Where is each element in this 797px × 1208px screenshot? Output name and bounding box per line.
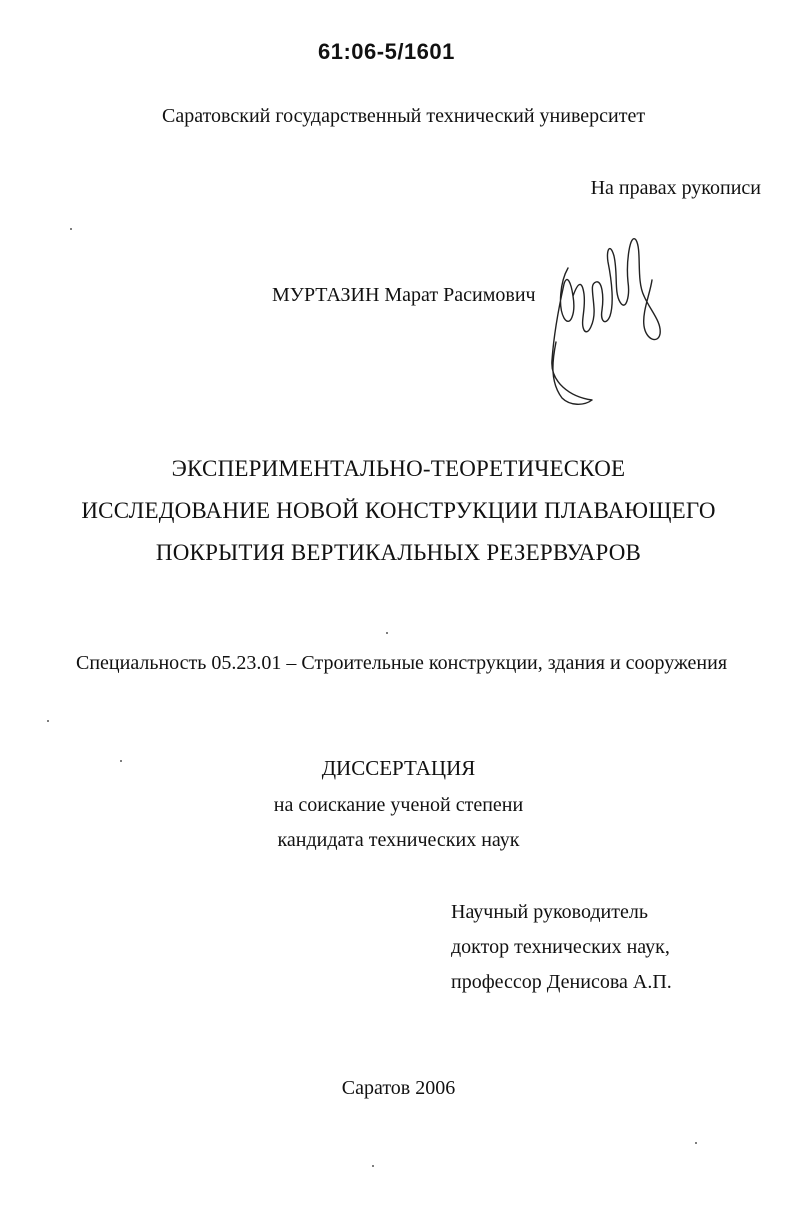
scan-speck — [386, 632, 388, 634]
scan-speck — [47, 720, 49, 722]
archive-stamp-number: 61:06-5/1601 — [318, 39, 455, 64]
specialty-line: Специальность 05.23.01 – Строительные конструкции, здания и сооружения — [76, 652, 728, 674]
supervisor-role: Научный руководитель — [451, 901, 648, 923]
title-line-1: ЭКСПЕРИМЕНТАЛЬНО-ТЕОРЕТИЧЕСКОЕ — [171, 456, 626, 481]
dissertation-purpose: на соискание ученой степени — [273, 794, 524, 816]
supervisor-degree: доктор технических наук, — [451, 936, 670, 958]
university-name: Саратовский государственный технический университет — [162, 105, 646, 127]
scan-speck — [70, 228, 72, 230]
author-signature — [540, 222, 670, 407]
city-year: Саратов 2006 — [341, 1077, 456, 1099]
supervisor-name: профессор Денисова А.П. — [451, 971, 672, 993]
dissertation-degree: кандидата технических наук — [277, 829, 520, 851]
rights-note: На правах рукописи — [590, 177, 761, 199]
dissertation-label: ДИССЕРТАЦИЯ — [321, 756, 476, 780]
title-line-3: ПОКРЫТИЯ ВЕРТИКАЛЬНЫХ РЕЗЕРВУАРОВ — [155, 540, 642, 565]
scan-speck — [372, 1165, 374, 1167]
scan-speck — [695, 1142, 697, 1144]
author-name: МУРТАЗИН Марат Расимович — [272, 284, 536, 306]
scan-speck — [120, 760, 122, 762]
title-line-2: ИССЛЕДОВАНИЕ НОВОЙ КОНСТРУКЦИИ ПЛАВАЮЩЕГО — [81, 498, 716, 523]
